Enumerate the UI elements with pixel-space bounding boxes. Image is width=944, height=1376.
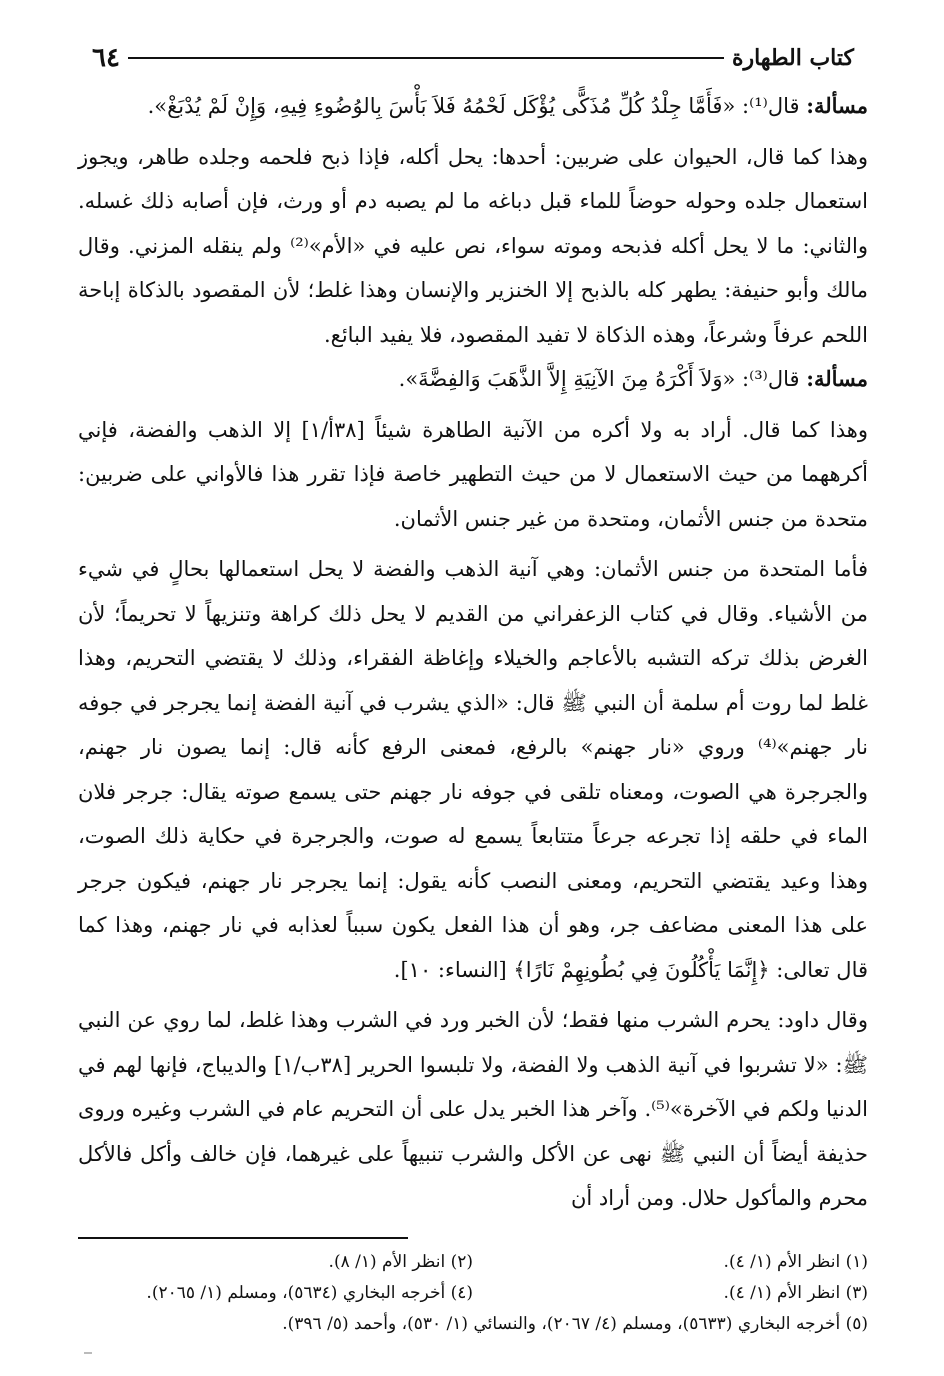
paragraph-text: قال⁽³⁾: «وَلاَ أَكْرَهُ مِنَ الآنِيَةِ إِلاَّ الذَّهَبَ وَالفِضَّةَ». <box>398 367 800 391</box>
paragraph-6 <box>78 998 868 1221</box>
footnote-row <box>78 1278 868 1309</box>
paragraph-text: قال⁽¹⁾: «فَأَمَّا جِلْدُ كُلِّ مُذَكًّى يُؤْكَل لَحْمُهُ فَلاَ بَأْسَ بِالوُضُوءِ فِيهِ، وَإِنْ لَمْ يُدْبَغْ». <box>147 94 800 118</box>
header-rule <box>128 57 724 59</box>
paragraph-text: فأما المتحدة من جنس الأثمان: وهي آنية الذهب والفضة لا يحل استعمالها بحالٍ في شيء من الأشياء. وقال في كتاب الزعفراني من القديم لا يحل ذلك كراهة وتنزيهاً لا تحريماً؛ لأن الغرض بذلك تركه التشبه بالأعاجم والخيلاء وإغاظة الفقراء، وذلك لا يقتضي التحريم، وهذا غلط لما روت أم سلمة أن النبي ﷺ قال: «الذي يشرب في آنية الفضة إنما يجرجر في جوفه نار جهنم»⁽⁴⁾ وروي «نار جهنم» بالرفع، فمعنى الرفع كأنه قال: إنما يصون نار جهنم، والجرجرة هي الصوت، ومعناه تلقى في جوفه نار جهنم حتى يسمع صوته يقال: جرجر فلان الماء في حلقه إذا تجرعه جرعاً متتابعاً يسمع له صوت، والجرجرة في حكاية ذلك الصوت، وهذا وعيد يقتضي التحريم، ومعنى النصب كأنه يقول: إنما يجرجر نار جهنم، فيكون جرجر على هذا المعنى مضاعف جر، وهو أن هذا الفعل يكون سبباً لعذابه في نار جهنم، وهذا كما قال تعالى: ﴿إِنَّمَا يَأْكُلُونَ فِي بُطُونِهِمْ نَارًا﴾ [النساء: ١٠]. <box>78 557 868 982</box>
paragraph-5 <box>78 547 868 992</box>
paragraph-text: وقال داود: يحرم الشرب منها فقط؛ لأن الخبر ورد في الشرب وهذا غلط، لما روي عن النبي ﷺ: «لا تشربوا في آنية الذهب ولا الفضة، ولا تلبسوا الحرير [٣٨ب/١] والديباج، فإنها لهم في الدنيا ولكم في الآخرة»⁽⁵⁾. وآخر هذا الخبر يدل على أن التحريم عام في الشرب وغيره وروى حذيفة أيضاً أن النبي ﷺ نهى عن الأكل والشرب تنبيهاً على غيرهما، فإن خالف وأكل فالأكل محرم والمأكول حلال. ومن أراد أن <box>78 1008 868 1210</box>
paragraph-2 <box>78 135 868 358</box>
footnotes <box>78 1237 868 1340</box>
scan-mark <box>84 1352 92 1354</box>
footnote-row <box>78 1247 868 1278</box>
page-number: ٦٤ <box>92 43 120 73</box>
running-header <box>78 40 868 76</box>
issue-label: مسألة: <box>806 93 868 118</box>
footnote-3: (٣) انظر الأم (١/ ٤). <box>723 1282 868 1303</box>
book-page <box>78 40 868 1340</box>
issue-label: مسألة: <box>806 366 868 391</box>
footnote-5: (٥) أخرجه البخاري (٥٦٣٣)، ومسلم (٤/ ٢٠٦٧)، والنسائي (١/ ٥٣٠)، وأحمد (٥/ ٣٩٦). <box>282 1313 868 1334</box>
footnote-4: (٤) أخرجه البخاري (٥٦٣٤)، ومسلم (١/ ٢٠٦٥). <box>146 1282 473 1303</box>
book-title: كتاب الطهارة <box>731 45 854 71</box>
paragraph-1 <box>78 84 868 129</box>
paragraph-3 <box>78 357 868 402</box>
footnote-rule <box>78 1237 408 1239</box>
paragraph-text: وهذا كما قال. أراد به ولا أكره من الآنية الطاهرة شيئاً [٣٨أ/١] إلا الذهب والفضة، فإني أكرههما من حيث الاستعمال لا من حيث التطهير خاصة فإذا تقرر هذا فالأواني على ضربين: متحدة من جنس الأثمان، ومتحدة من غير جنس الأثمان. <box>78 417 868 531</box>
footnote-2: (٢) انظر الأم (١/ ٨). <box>328 1251 473 1272</box>
paragraph-4 <box>78 408 868 542</box>
main-text <box>78 84 868 1221</box>
paragraph-text: وهذا كما قال، الحيوان على ضربين: أحدها: يحل أكله، فإذا ذبح فلحمه وجلده طاهر، ويجوز استعمال جلده وحوله حوضاً للماء قبل دباغه ما لم يصبه دم أو ورث، فإن أصابه ذلك غسله. والثاني: ما لا يحل أكله فذبحه وموته سواء، نص عليه في «الأم»⁽²⁾ ولم ينقله المزني. وقال مالك وأبو حنيفة: يطهر كله بالذبح إلا الخنزير والإنسان وهذا غلط؛ لأن المقصود بالذكاة إباحة اللحم عرفاً وشرعاً، وهذه الذكاة لا تفيد المقصود، فلا يفيد البائع. <box>78 144 868 347</box>
footnote-1: (١) انظر الأم (١/ ٤). <box>723 1251 868 1272</box>
